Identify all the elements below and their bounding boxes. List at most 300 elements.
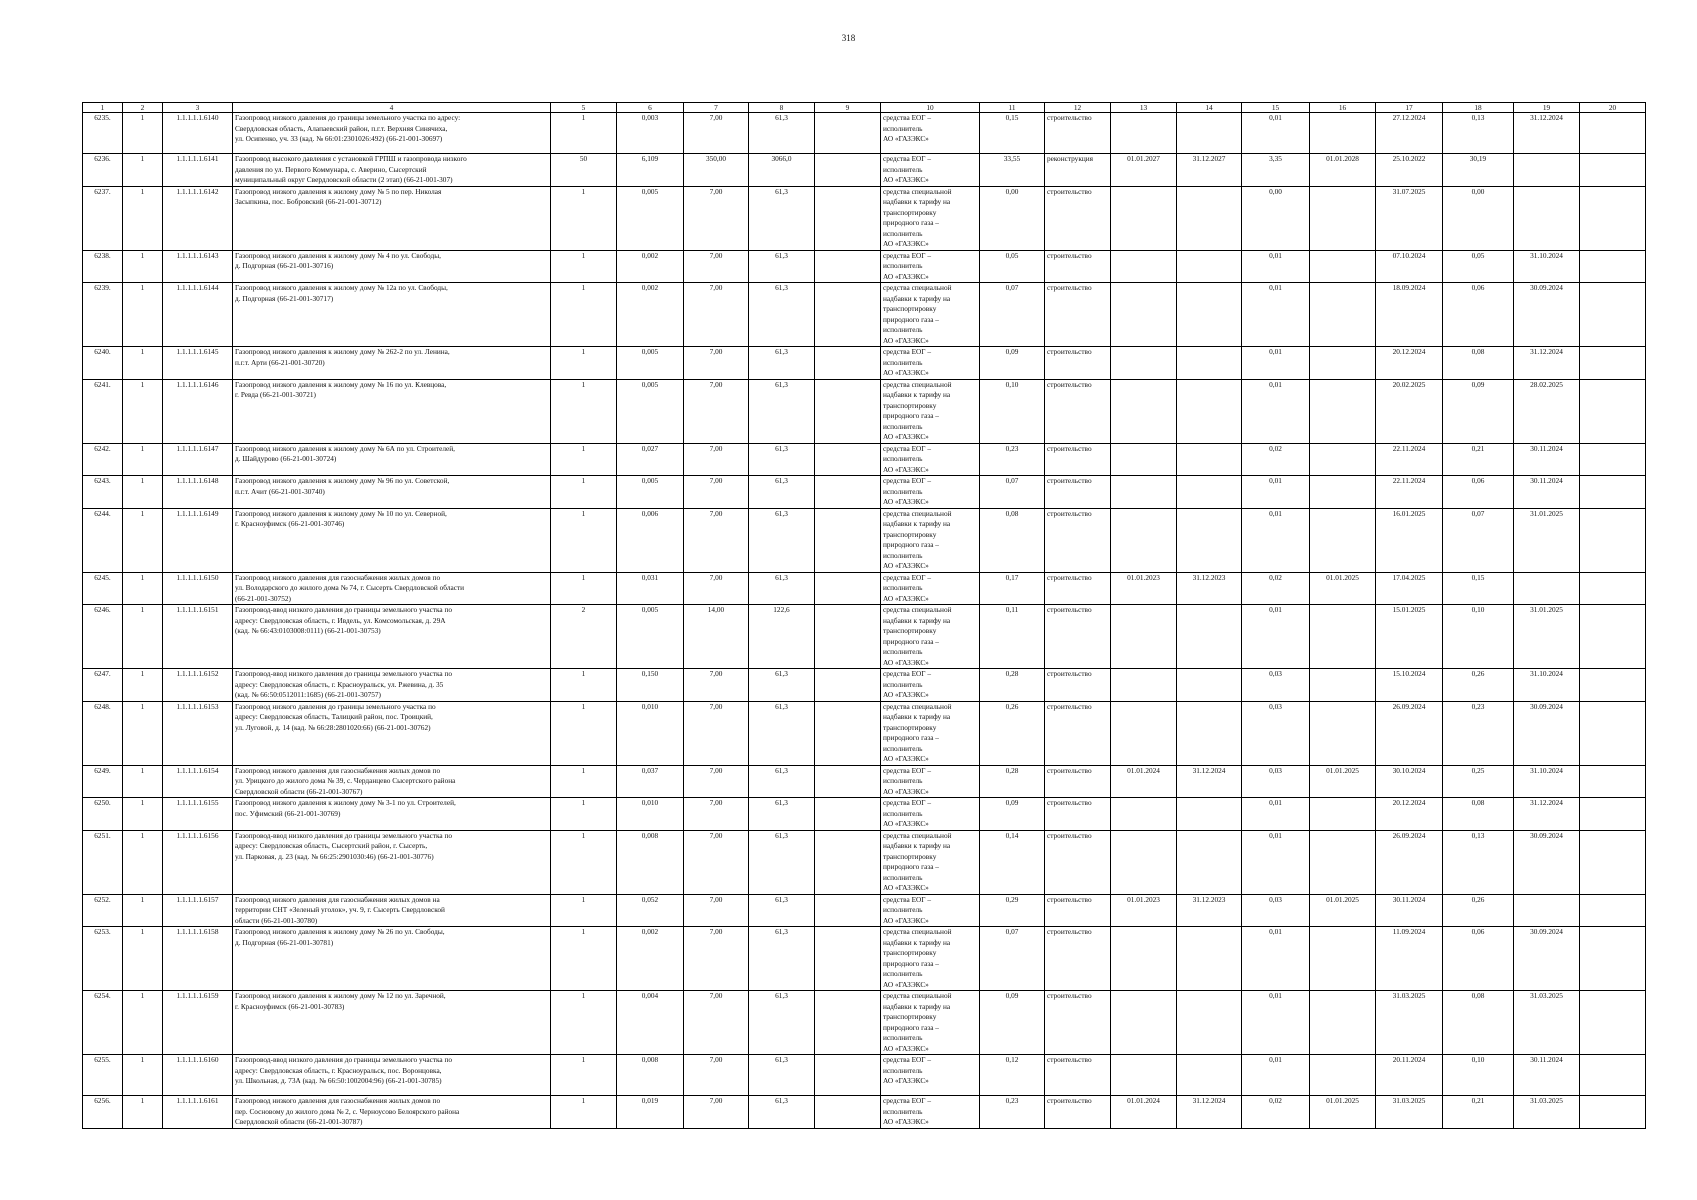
project-code-cell: 1.1.1.1.1.6155 — [163, 798, 233, 831]
row-number-cell: 6239. — [83, 283, 123, 347]
col-9-cell — [815, 894, 881, 927]
project-name-cell: Газопровод низкого давления к жилому дому № 262-2 по ул. Ленина, п.г.т. Арти (66-21-001-30720) — [233, 347, 551, 380]
col-9-cell — [815, 508, 881, 572]
project-name-cell: Газопровод-ввод низкого давления до границы земельного участка по адресу: Свердловская область, г. Красноуральск, пос. Воронцовка, ул. Школьная, д. 73А (кад. № 66:50:1002004:96) (66-21-001-30785) — [233, 1055, 551, 1096]
funding-source-cell: средства специальной надбавки к тарифу на транспортировку природного газа – исполнитель АО «ГАЗЭКС» — [881, 283, 980, 347]
project-name-cell: Газопровод низкого давления к жилому дому № 10 по ул. Северной, г. Красноуфимск (66-21-001-30746) — [233, 508, 551, 572]
table-row — [83, 283, 1646, 347]
project-code-cell: 1.1.1.1.1.6141 — [163, 154, 233, 187]
volume-cell: 61,3 — [749, 572, 815, 605]
end-date-cell — [1177, 113, 1242, 154]
cost-cell: 0,07 — [980, 927, 1045, 991]
cost-cell: 0,09 — [980, 347, 1045, 380]
capacity-cell: 7,00 — [684, 798, 749, 831]
end-date-cell — [1177, 347, 1242, 380]
count-cell: 1 — [551, 283, 617, 347]
col-17-cell: 20.12.2024 — [1376, 798, 1443, 831]
col-15-cell: 0,01 — [1242, 347, 1310, 380]
capacity-cell: 7,00 — [684, 250, 749, 283]
cost-cell: 0,05 — [980, 250, 1045, 283]
count-cell: 1 — [551, 443, 617, 476]
count-cell: 1 — [551, 894, 617, 927]
cost-cell: 0,08 — [980, 508, 1045, 572]
row-number-cell: 6241. — [83, 379, 123, 443]
work-type-cell: строительство — [1045, 283, 1111, 347]
volume-cell: 61,3 — [749, 830, 815, 894]
start-date-cell — [1111, 508, 1177, 572]
count-cell: 1 — [551, 669, 617, 702]
count-cell: 1 — [551, 927, 617, 991]
length-cell: 0,002 — [617, 927, 684, 991]
stage-cell: 1 — [123, 830, 163, 894]
length-cell: 0,027 — [617, 443, 684, 476]
project-code-cell: 1.1.1.1.1.6140 — [163, 113, 233, 154]
count-cell: 1 — [551, 379, 617, 443]
length-cell: 0,031 — [617, 572, 684, 605]
project-code-cell: 1.1.1.1.1.6148 — [163, 476, 233, 509]
cost-cell: 0,23 — [980, 443, 1045, 476]
col-17-cell: 30.10.2024 — [1376, 765, 1443, 798]
stage-cell: 1 — [123, 765, 163, 798]
work-type-cell: реконструкция — [1045, 154, 1111, 187]
col-19-cell — [1514, 894, 1580, 927]
start-date-cell — [1111, 798, 1177, 831]
col-18-cell: 0,10 — [1443, 605, 1514, 669]
col-20-cell — [1580, 765, 1646, 798]
column-number-10: 10 — [881, 103, 980, 113]
col-20-cell — [1580, 186, 1646, 250]
project-code-cell: 1.1.1.1.1.6144 — [163, 283, 233, 347]
start-date-cell — [1111, 250, 1177, 283]
cost-cell: 0,11 — [980, 605, 1045, 669]
investment-program-table — [82, 102, 1646, 1129]
table-row — [83, 476, 1646, 509]
column-number-1: 1 — [83, 103, 123, 113]
volume-cell: 122,6 — [749, 605, 815, 669]
col-19-cell: 30.11.2024 — [1514, 1055, 1580, 1096]
count-cell: 50 — [551, 154, 617, 187]
col-20-cell — [1580, 669, 1646, 702]
start-date-cell — [1111, 443, 1177, 476]
col-17-cell: 11.09.2024 — [1376, 927, 1443, 991]
col-20-cell — [1580, 283, 1646, 347]
project-code-cell: 1.1.1.1.1.6160 — [163, 1055, 233, 1096]
capacity-cell: 7,00 — [684, 443, 749, 476]
table-row — [83, 250, 1646, 283]
end-date-cell — [1177, 701, 1242, 765]
volume-cell: 61,3 — [749, 379, 815, 443]
work-type-cell: строительство — [1045, 830, 1111, 894]
row-number-cell: 6252. — [83, 894, 123, 927]
row-number-cell: 6244. — [83, 508, 123, 572]
commission-date-cell — [1310, 605, 1376, 669]
project-code-cell: 1.1.1.1.1.6153 — [163, 701, 233, 765]
project-name-cell: Газопровод-ввод низкого давления до границы земельного участка по адресу: Свердловская область, г. Ивдель, ул. Комсомольская, д. 29А (кад. № 66:43:0103008:0111) (66-21-001-30753) — [233, 605, 551, 669]
length-cell: 0,002 — [617, 283, 684, 347]
work-type-cell: строительство — [1045, 605, 1111, 669]
project-code-cell: 1.1.1.1.1.6158 — [163, 927, 233, 991]
stage-cell: 1 — [123, 154, 163, 187]
project-name-cell: Газопровод низкого давления к жилому дому № 6А по ул. Строителей, д. Шайдурово (66-21-001-30724) — [233, 443, 551, 476]
col-19-cell — [1514, 154, 1580, 187]
length-cell: 0,003 — [617, 113, 684, 154]
work-type-cell: строительство — [1045, 669, 1111, 702]
col-20-cell — [1580, 250, 1646, 283]
col-19-cell: 30.11.2024 — [1514, 443, 1580, 476]
cost-cell: 0,28 — [980, 765, 1045, 798]
col-9-cell — [815, 443, 881, 476]
stage-cell: 1 — [123, 701, 163, 765]
stage-cell: 1 — [123, 379, 163, 443]
table-row — [83, 669, 1646, 702]
table-row — [83, 1055, 1646, 1096]
col-18-cell: 0,08 — [1443, 347, 1514, 380]
volume-cell: 61,3 — [749, 347, 815, 380]
count-cell: 1 — [551, 572, 617, 605]
capacity-cell: 7,00 — [684, 476, 749, 509]
col-20-cell — [1580, 443, 1646, 476]
end-date-cell — [1177, 508, 1242, 572]
funding-source-cell: средства ЕОГ – исполнитель АО «ГАЗЭКС» — [881, 1096, 980, 1129]
work-type-cell: строительство — [1045, 347, 1111, 380]
project-name-cell: Газопровод низкого давления к жилому дому № 12 по ул. Заречной, г. Красноуфимск (66-21-001-30783) — [233, 991, 551, 1055]
row-number-cell: 6256. — [83, 1096, 123, 1129]
length-cell: 0,052 — [617, 894, 684, 927]
row-number-cell: 6249. — [83, 765, 123, 798]
end-date-cell — [1177, 669, 1242, 702]
funding-source-cell: средства специальной надбавки к тарифу на транспортировку природного газа – исполнитель АО «ГАЗЭКС» — [881, 830, 980, 894]
col-19-cell: 31.03.2025 — [1514, 1096, 1580, 1129]
col-20-cell — [1580, 113, 1646, 154]
end-date-cell — [1177, 991, 1242, 1055]
length-cell: 0,150 — [617, 669, 684, 702]
table-row — [83, 347, 1646, 380]
commission-date-cell — [1310, 113, 1376, 154]
count-cell: 1 — [551, 186, 617, 250]
col-19-cell: 31.12.2024 — [1514, 798, 1580, 831]
col-9-cell — [815, 572, 881, 605]
commission-date-cell — [1310, 669, 1376, 702]
column-number-row — [83, 103, 1646, 113]
funding-source-cell: средства специальной надбавки к тарифу на транспортировку природного газа – исполнитель АО «ГАЗЭКС» — [881, 701, 980, 765]
end-date-cell — [1177, 250, 1242, 283]
project-name-cell: Газопровод низкого давления к жилому дому № 16 по ул. Клевцова, г. Ревда (66-21-001-30721) — [233, 379, 551, 443]
col-20-cell — [1580, 927, 1646, 991]
length-cell: 0,037 — [617, 765, 684, 798]
work-type-cell: строительство — [1045, 991, 1111, 1055]
funding-source-cell: средства ЕОГ – исполнитель АО «ГАЗЭКС» — [881, 572, 980, 605]
cost-cell: 0,07 — [980, 283, 1045, 347]
col-17-cell: 22.11.2024 — [1376, 443, 1443, 476]
work-type-cell: строительство — [1045, 798, 1111, 831]
start-date-cell: 01.01.2024 — [1111, 1096, 1177, 1129]
col-18-cell: 0,13 — [1443, 113, 1514, 154]
col-20-cell — [1580, 508, 1646, 572]
table-row — [83, 379, 1646, 443]
start-date-cell — [1111, 1055, 1177, 1096]
cost-cell: 0,00 — [980, 186, 1045, 250]
col-20-cell — [1580, 347, 1646, 380]
stage-cell: 1 — [123, 572, 163, 605]
funding-source-cell: средства ЕОГ – исполнитель АО «ГАЗЭКС» — [881, 154, 980, 187]
cost-cell: 0,09 — [980, 798, 1045, 831]
project-name-cell: Газопровод низкого давления до границы земельного участка по адресу: Свердловская область, Талицкий район, пос. Троицкий, ул. Луговой, д. 14 (кад. № 66:28:2801020:66) (66-21-001-30762) — [233, 701, 551, 765]
col-15-cell: 0,01 — [1242, 476, 1310, 509]
end-date-cell — [1177, 1055, 1242, 1096]
funding-source-cell: средства ЕОГ – исполнитель АО «ГАЗЭКС» — [881, 443, 980, 476]
work-type-cell: строительство — [1045, 443, 1111, 476]
count-cell: 1 — [551, 508, 617, 572]
col-18-cell: 0,15 — [1443, 572, 1514, 605]
row-number-cell: 6250. — [83, 798, 123, 831]
col-17-cell: 18.09.2024 — [1376, 283, 1443, 347]
table-row — [83, 765, 1646, 798]
start-date-cell — [1111, 701, 1177, 765]
project-code-cell: 1.1.1.1.1.6156 — [163, 830, 233, 894]
stage-cell: 1 — [123, 927, 163, 991]
row-number-cell: 6240. — [83, 347, 123, 380]
volume-cell: 61,3 — [749, 283, 815, 347]
cost-cell: 0,15 — [980, 113, 1045, 154]
capacity-cell: 7,00 — [684, 113, 749, 154]
col-15-cell: 0,01 — [1242, 927, 1310, 991]
capacity-cell: 7,00 — [684, 927, 749, 991]
column-number-18: 18 — [1443, 103, 1514, 113]
col-15-cell: 0,02 — [1242, 572, 1310, 605]
row-number-cell: 6254. — [83, 991, 123, 1055]
start-date-cell — [1111, 347, 1177, 380]
col-18-cell: 0,25 — [1443, 765, 1514, 798]
capacity-cell: 7,00 — [684, 991, 749, 1055]
volume-cell: 61,3 — [749, 798, 815, 831]
col-18-cell: 0,06 — [1443, 476, 1514, 509]
row-number-cell: 6243. — [83, 476, 123, 509]
table-row — [83, 1096, 1646, 1129]
table-row — [83, 830, 1646, 894]
col-15-cell: 0,02 — [1242, 1096, 1310, 1129]
table-row — [83, 927, 1646, 991]
length-cell: 0,006 — [617, 508, 684, 572]
table-row — [83, 701, 1646, 765]
end-date-cell: 31.12.2023 — [1177, 572, 1242, 605]
stage-cell: 1 — [123, 669, 163, 702]
col-18-cell: 0,23 — [1443, 701, 1514, 765]
row-number-cell: 6237. — [83, 186, 123, 250]
commission-date-cell — [1310, 347, 1376, 380]
table-row — [83, 113, 1646, 154]
row-number-cell: 6248. — [83, 701, 123, 765]
funding-source-cell: средства специальной надбавки к тарифу на транспортировку природного газа – исполнитель АО «ГАЗЭКС» — [881, 927, 980, 991]
project-name-cell: Газопровод низкого давления к жилому дому № 5 по пер. Николая Засыпкина, пос. Бобровский (66-21-001-30712) — [233, 186, 551, 250]
count-cell: 1 — [551, 1055, 617, 1096]
cost-cell: 0,10 — [980, 379, 1045, 443]
start-date-cell: 01.01.2027 — [1111, 154, 1177, 187]
funding-source-cell: средства ЕОГ – исполнитель АО «ГАЗЭКС» — [881, 476, 980, 509]
col-15-cell: 0,01 — [1242, 250, 1310, 283]
col-9-cell — [815, 1096, 881, 1129]
work-type-cell: строительство — [1045, 572, 1111, 605]
project-code-cell: 1.1.1.1.1.6161 — [163, 1096, 233, 1129]
stage-cell: 1 — [123, 476, 163, 509]
col-20-cell — [1580, 154, 1646, 187]
column-number-20: 20 — [1580, 103, 1646, 113]
count-cell: 1 — [551, 798, 617, 831]
col-18-cell: 0,10 — [1443, 1055, 1514, 1096]
col-18-cell: 0,21 — [1443, 1096, 1514, 1129]
end-date-cell: 31.12.2023 — [1177, 894, 1242, 927]
stage-cell: 1 — [123, 991, 163, 1055]
project-code-cell: 1.1.1.1.1.6147 — [163, 443, 233, 476]
col-17-cell: 16.01.2025 — [1376, 508, 1443, 572]
col-17-cell: 31.03.2025 — [1376, 1096, 1443, 1129]
column-number-12: 12 — [1045, 103, 1111, 113]
col-15-cell: 0,03 — [1242, 669, 1310, 702]
col-19-cell: 31.10.2024 — [1514, 669, 1580, 702]
end-date-cell — [1177, 798, 1242, 831]
commission-date-cell — [1310, 379, 1376, 443]
length-cell: 0,005 — [617, 476, 684, 509]
col-20-cell — [1580, 1096, 1646, 1129]
project-code-cell: 1.1.1.1.1.6143 — [163, 250, 233, 283]
work-type-cell: строительство — [1045, 476, 1111, 509]
length-cell: 0,004 — [617, 991, 684, 1055]
col-17-cell: 30.11.2024 — [1376, 894, 1443, 927]
table-row — [83, 798, 1646, 831]
funding-source-cell: средства специальной надбавки к тарифу на транспортировку природного газа – исполнитель АО «ГАЗЭКС» — [881, 605, 980, 669]
col-18-cell: 0,07 — [1443, 508, 1514, 572]
start-date-cell — [1111, 927, 1177, 991]
col-15-cell: 0,01 — [1242, 798, 1310, 831]
work-type-cell: строительство — [1045, 186, 1111, 250]
commission-date-cell — [1310, 250, 1376, 283]
stage-cell: 1 — [123, 113, 163, 154]
volume-cell: 61,3 — [749, 894, 815, 927]
commission-date-cell — [1310, 476, 1376, 509]
funding-source-cell: средства специальной надбавки к тарифу на транспортировку природного газа – исполнитель АО «ГАЗЭКС» — [881, 186, 980, 250]
cost-cell: 0,28 — [980, 669, 1045, 702]
capacity-cell: 7,00 — [684, 765, 749, 798]
col-20-cell — [1580, 830, 1646, 894]
col-9-cell — [815, 1055, 881, 1096]
column-number-7: 7 — [684, 103, 749, 113]
col-17-cell: 22.11.2024 — [1376, 476, 1443, 509]
volume-cell: 61,3 — [749, 1096, 815, 1129]
col-15-cell: 0,01 — [1242, 113, 1310, 154]
cost-cell: 0,23 — [980, 1096, 1045, 1129]
column-number-4: 4 — [233, 103, 551, 113]
cost-cell: 0,17 — [980, 572, 1045, 605]
length-cell: 0,008 — [617, 830, 684, 894]
col-20-cell — [1580, 798, 1646, 831]
table-row — [83, 443, 1646, 476]
funding-source-cell: средства ЕОГ – исполнитель АО «ГАЗЭКС» — [881, 798, 980, 831]
col-17-cell: 20.02.2025 — [1376, 379, 1443, 443]
column-number-16: 16 — [1310, 103, 1376, 113]
col-15-cell: 0,01 — [1242, 991, 1310, 1055]
capacity-cell: 7,00 — [684, 186, 749, 250]
commission-date-cell: 01.01.2025 — [1310, 894, 1376, 927]
volume-cell: 3066,0 — [749, 154, 815, 187]
funding-source-cell: средства ЕОГ – исполнитель АО «ГАЗЭКС» — [881, 765, 980, 798]
work-type-cell: строительство — [1045, 379, 1111, 443]
project-code-cell: 1.1.1.1.1.6146 — [163, 379, 233, 443]
commission-date-cell — [1310, 830, 1376, 894]
col-9-cell — [815, 476, 881, 509]
funding-source-cell: средства ЕОГ – исполнитель АО «ГАЗЭКС» — [881, 1055, 980, 1096]
column-number-3: 3 — [163, 103, 233, 113]
commission-date-cell — [1310, 927, 1376, 991]
column-number-6: 6 — [617, 103, 684, 113]
row-number-cell: 6247. — [83, 669, 123, 702]
end-date-cell — [1177, 443, 1242, 476]
project-name-cell: Газопровод низкого давления для газоснабжения жилых домов по ул. Урицкого до жилого дома № 39, с. Черданцево Сысертского района Свердловской области (66-21-001-30767) — [233, 765, 551, 798]
start-date-cell — [1111, 830, 1177, 894]
col-17-cell: 20.12.2024 — [1376, 347, 1443, 380]
col-9-cell — [815, 250, 881, 283]
funding-source-cell: средства специальной надбавки к тарифу на транспортировку природного газа – исполнитель АО «ГАЗЭКС» — [881, 991, 980, 1055]
col-18-cell: 0,21 — [1443, 443, 1514, 476]
capacity-cell: 7,00 — [684, 347, 749, 380]
col-9-cell — [815, 991, 881, 1055]
col-20-cell — [1580, 379, 1646, 443]
col-19-cell: 31.03.2025 — [1514, 991, 1580, 1055]
cost-cell: 0,07 — [980, 476, 1045, 509]
col-15-cell: 0,03 — [1242, 894, 1310, 927]
col-15-cell: 0,03 — [1242, 765, 1310, 798]
end-date-cell — [1177, 605, 1242, 669]
col-19-cell: 31.01.2025 — [1514, 605, 1580, 669]
capacity-cell: 7,00 — [684, 508, 749, 572]
col-9-cell — [815, 347, 881, 380]
cost-cell: 0,12 — [980, 1055, 1045, 1096]
col-15-cell: 0,01 — [1242, 283, 1310, 347]
work-type-cell: строительство — [1045, 1055, 1111, 1096]
col-18-cell: 0,00 — [1443, 186, 1514, 250]
project-code-cell: 1.1.1.1.1.6151 — [163, 605, 233, 669]
col-9-cell — [815, 113, 881, 154]
funding-source-cell: средства ЕОГ – исполнитель АО «ГАЗЭКС» — [881, 894, 980, 927]
project-name-cell: Газопровод-ввод низкого давления до границы земельного участка по адресу: Свердловская область, г. Красноуральск, ул. Ржевина, д. 35 (кад. № 66:50:0512011:1685) (66-21-001-30757) — [233, 669, 551, 702]
col-9-cell — [815, 379, 881, 443]
funding-source-cell: средства ЕОГ – исполнитель АО «ГАЗЭКС» — [881, 347, 980, 380]
col-19-cell: 30.11.2024 — [1514, 476, 1580, 509]
row-number-cell: 6246. — [83, 605, 123, 669]
stage-cell: 1 — [123, 186, 163, 250]
col-18-cell: 0,05 — [1443, 250, 1514, 283]
start-date-cell — [1111, 283, 1177, 347]
stage-cell: 1 — [123, 798, 163, 831]
col-20-cell — [1580, 476, 1646, 509]
page-number: 318 — [841, 33, 856, 43]
start-date-cell — [1111, 476, 1177, 509]
col-17-cell: 26.09.2024 — [1376, 830, 1443, 894]
project-code-cell: 1.1.1.1.1.6150 — [163, 572, 233, 605]
volume-cell: 61,3 — [749, 113, 815, 154]
column-number-19: 19 — [1514, 103, 1580, 113]
volume-cell: 61,3 — [749, 927, 815, 991]
count-cell: 1 — [551, 347, 617, 380]
count-cell: 2 — [551, 605, 617, 669]
volume-cell: 61,3 — [749, 443, 815, 476]
cost-cell: 33,55 — [980, 154, 1045, 187]
col-9-cell — [815, 798, 881, 831]
commission-date-cell — [1310, 186, 1376, 250]
col-19-cell: 31.01.2025 — [1514, 508, 1580, 572]
commission-date-cell: 01.01.2025 — [1310, 1096, 1376, 1129]
stage-cell: 1 — [123, 283, 163, 347]
table-header — [83, 103, 1646, 113]
project-code-cell: 1.1.1.1.1.6152 — [163, 669, 233, 702]
